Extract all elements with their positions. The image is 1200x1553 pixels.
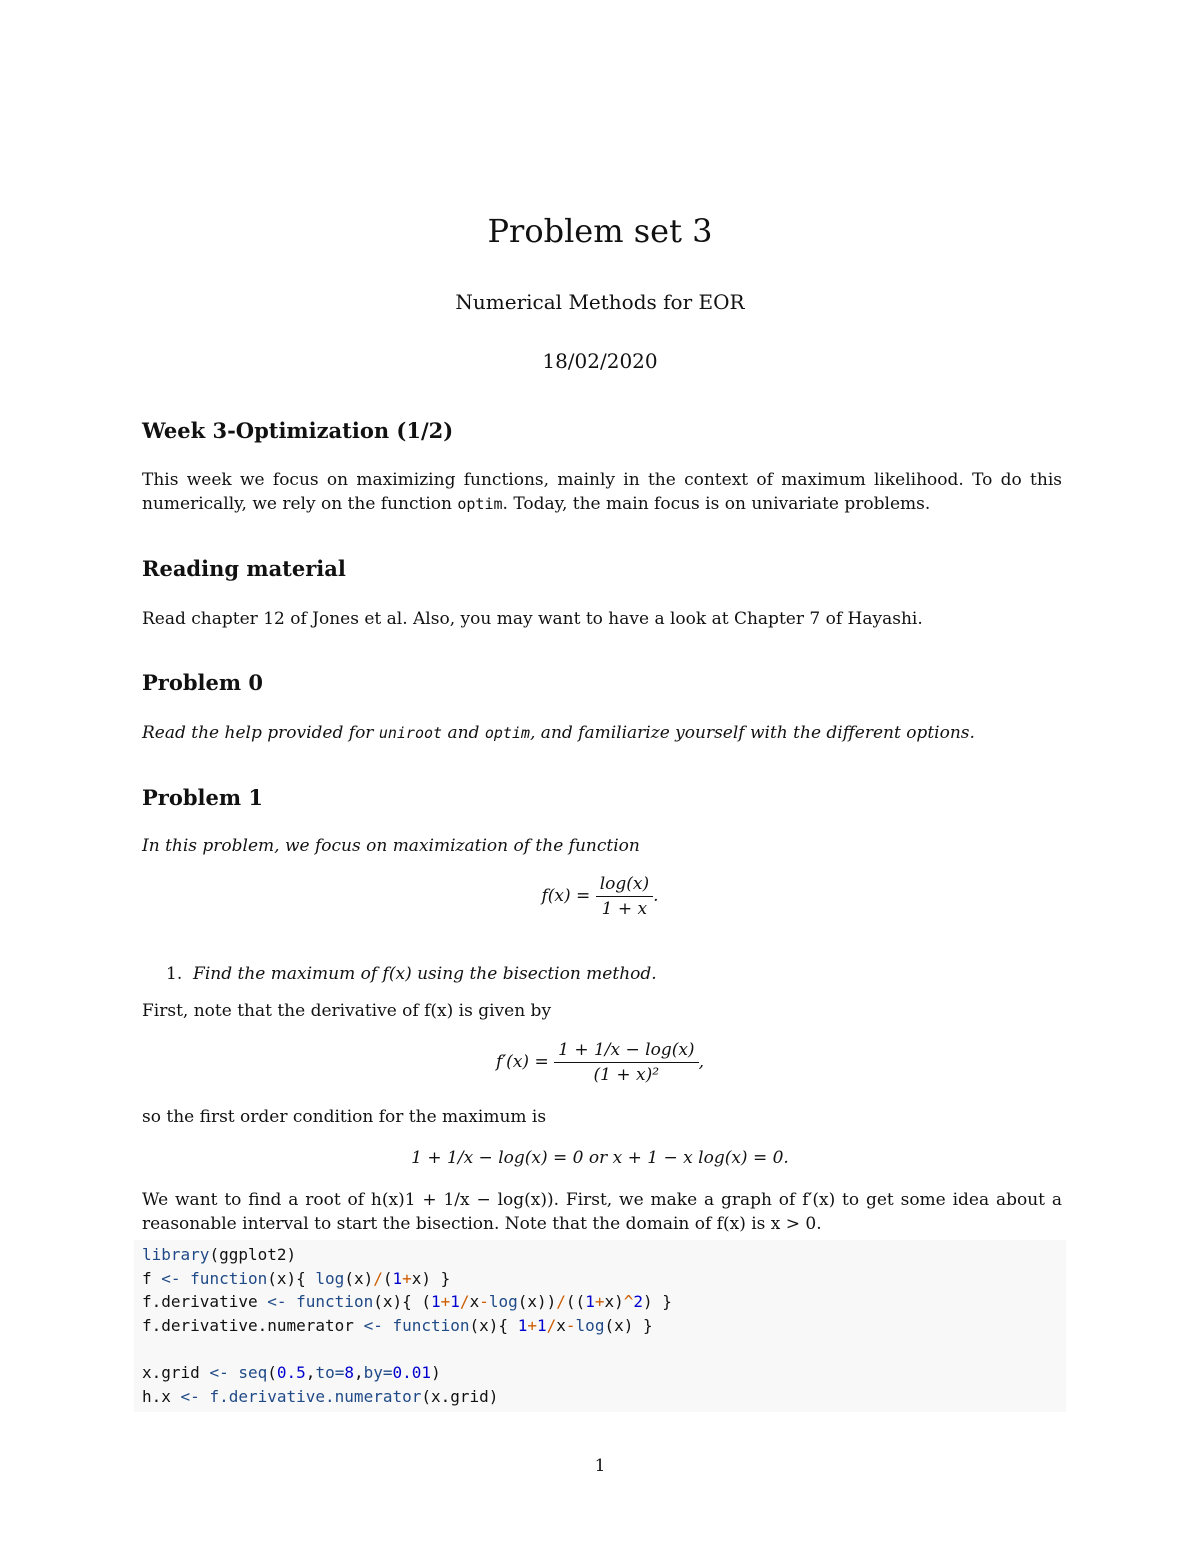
- section-heading-problem0: Problem 0: [142, 670, 264, 695]
- root-paragraph: We want to find a root of h(x)1 + 1/x − log(x)). First, we make a graph of f′(x) to get some idea about a reasonable interval to start the bisection. Note that the domain of f(x) is x > 0.: [142, 1190, 1062, 1234]
- problem0-paragraph: [142, 721, 1062, 745]
- eq2-denominator: (1 + x)²: [593, 1065, 660, 1085]
- eq1-denominator: 1 + x: [601, 899, 648, 919]
- eq1-end: .: [653, 886, 659, 906]
- eq2-numerator: 1 + 1/x − log(x): [554, 1038, 698, 1063]
- code-block: [142, 1243, 672, 1408]
- equation-derivative: [0, 1038, 1200, 1087]
- section-heading-reading: Reading material: [142, 556, 346, 581]
- p0-code-uniroot: uniroot: [378, 724, 443, 742]
- reading-paragraph: Read chapter 12 of Jones et al. Also, you may want to have a look at Chapter 7 of Hayashi.: [142, 609, 923, 629]
- code-line: library(ggplot2): [142, 1245, 297, 1264]
- equation-f: [0, 872, 1200, 921]
- page-number: 1: [594, 1456, 606, 1476]
- code-line: h.x <- f.derivative.numerator(x.grid): [142, 1386, 499, 1406]
- code-line: f.derivative <- function(x){ (1+1/x-log(x))/((1+x)^2) }: [142, 1292, 672, 1312]
- p0-text-2: and: [442, 723, 485, 743]
- page-date: 18/02/2020: [542, 349, 658, 373]
- code-line: f.derivative.numerator <- function(x){ 1+1/x-log(x) }: [142, 1315, 653, 1335]
- p0-code-optim: optim: [484, 724, 530, 742]
- week-text-b: . Today, the main focus is on univariate problems.: [502, 494, 931, 514]
- derivative-intro: First, note that the derivative of f(x) is given by: [142, 1001, 552, 1021]
- week-code-optim: optim: [457, 495, 503, 513]
- code-line: x.grid <- seq(0.5,to=8,by=0.01): [142, 1362, 441, 1382]
- eq1-numerator: log(x): [596, 872, 653, 897]
- page-title: Problem set 3: [487, 212, 713, 250]
- list-item-1: [166, 964, 657, 984]
- week-text-a: This week we focus on maximizing functions, mainly in the context of maximum likelihood. To do this numerically, we rely on the function: [142, 470, 1062, 514]
- eq2-end: ,: [698, 1052, 704, 1072]
- list-item-number: 1.: [166, 964, 183, 984]
- problem1-intro: In this problem, we focus on maximization of the function: [142, 836, 640, 856]
- section-heading-week: Week 3-Optimization (1/2): [142, 418, 454, 443]
- page-subtitle: Numerical Methods for EOR: [455, 290, 745, 314]
- list-item-text: Find the maximum of f(x) using the bisection method.: [193, 964, 657, 984]
- eq1-lhs: f(x) =: [541, 886, 591, 906]
- equation-foc: 1 + 1/x − log(x) = 0 or x + 1 − x log(x) = 0.: [411, 1148, 789, 1168]
- section-heading-problem1: Problem 1: [142, 785, 264, 810]
- eq1-fraction: [596, 872, 653, 921]
- code-line: f <- function(x){ log(x)/(1+x) }: [142, 1268, 451, 1288]
- p0-text-3: , and familiarize yourself with the different options.: [530, 723, 975, 743]
- eq2-lhs: f′(x) =: [496, 1052, 549, 1072]
- week-paragraph: [142, 468, 1062, 516]
- p0-text-1: Read the help provided for: [142, 723, 379, 743]
- foc-intro: so the first order condition for the maximum is: [142, 1107, 547, 1127]
- eq2-fraction: [554, 1038, 698, 1087]
